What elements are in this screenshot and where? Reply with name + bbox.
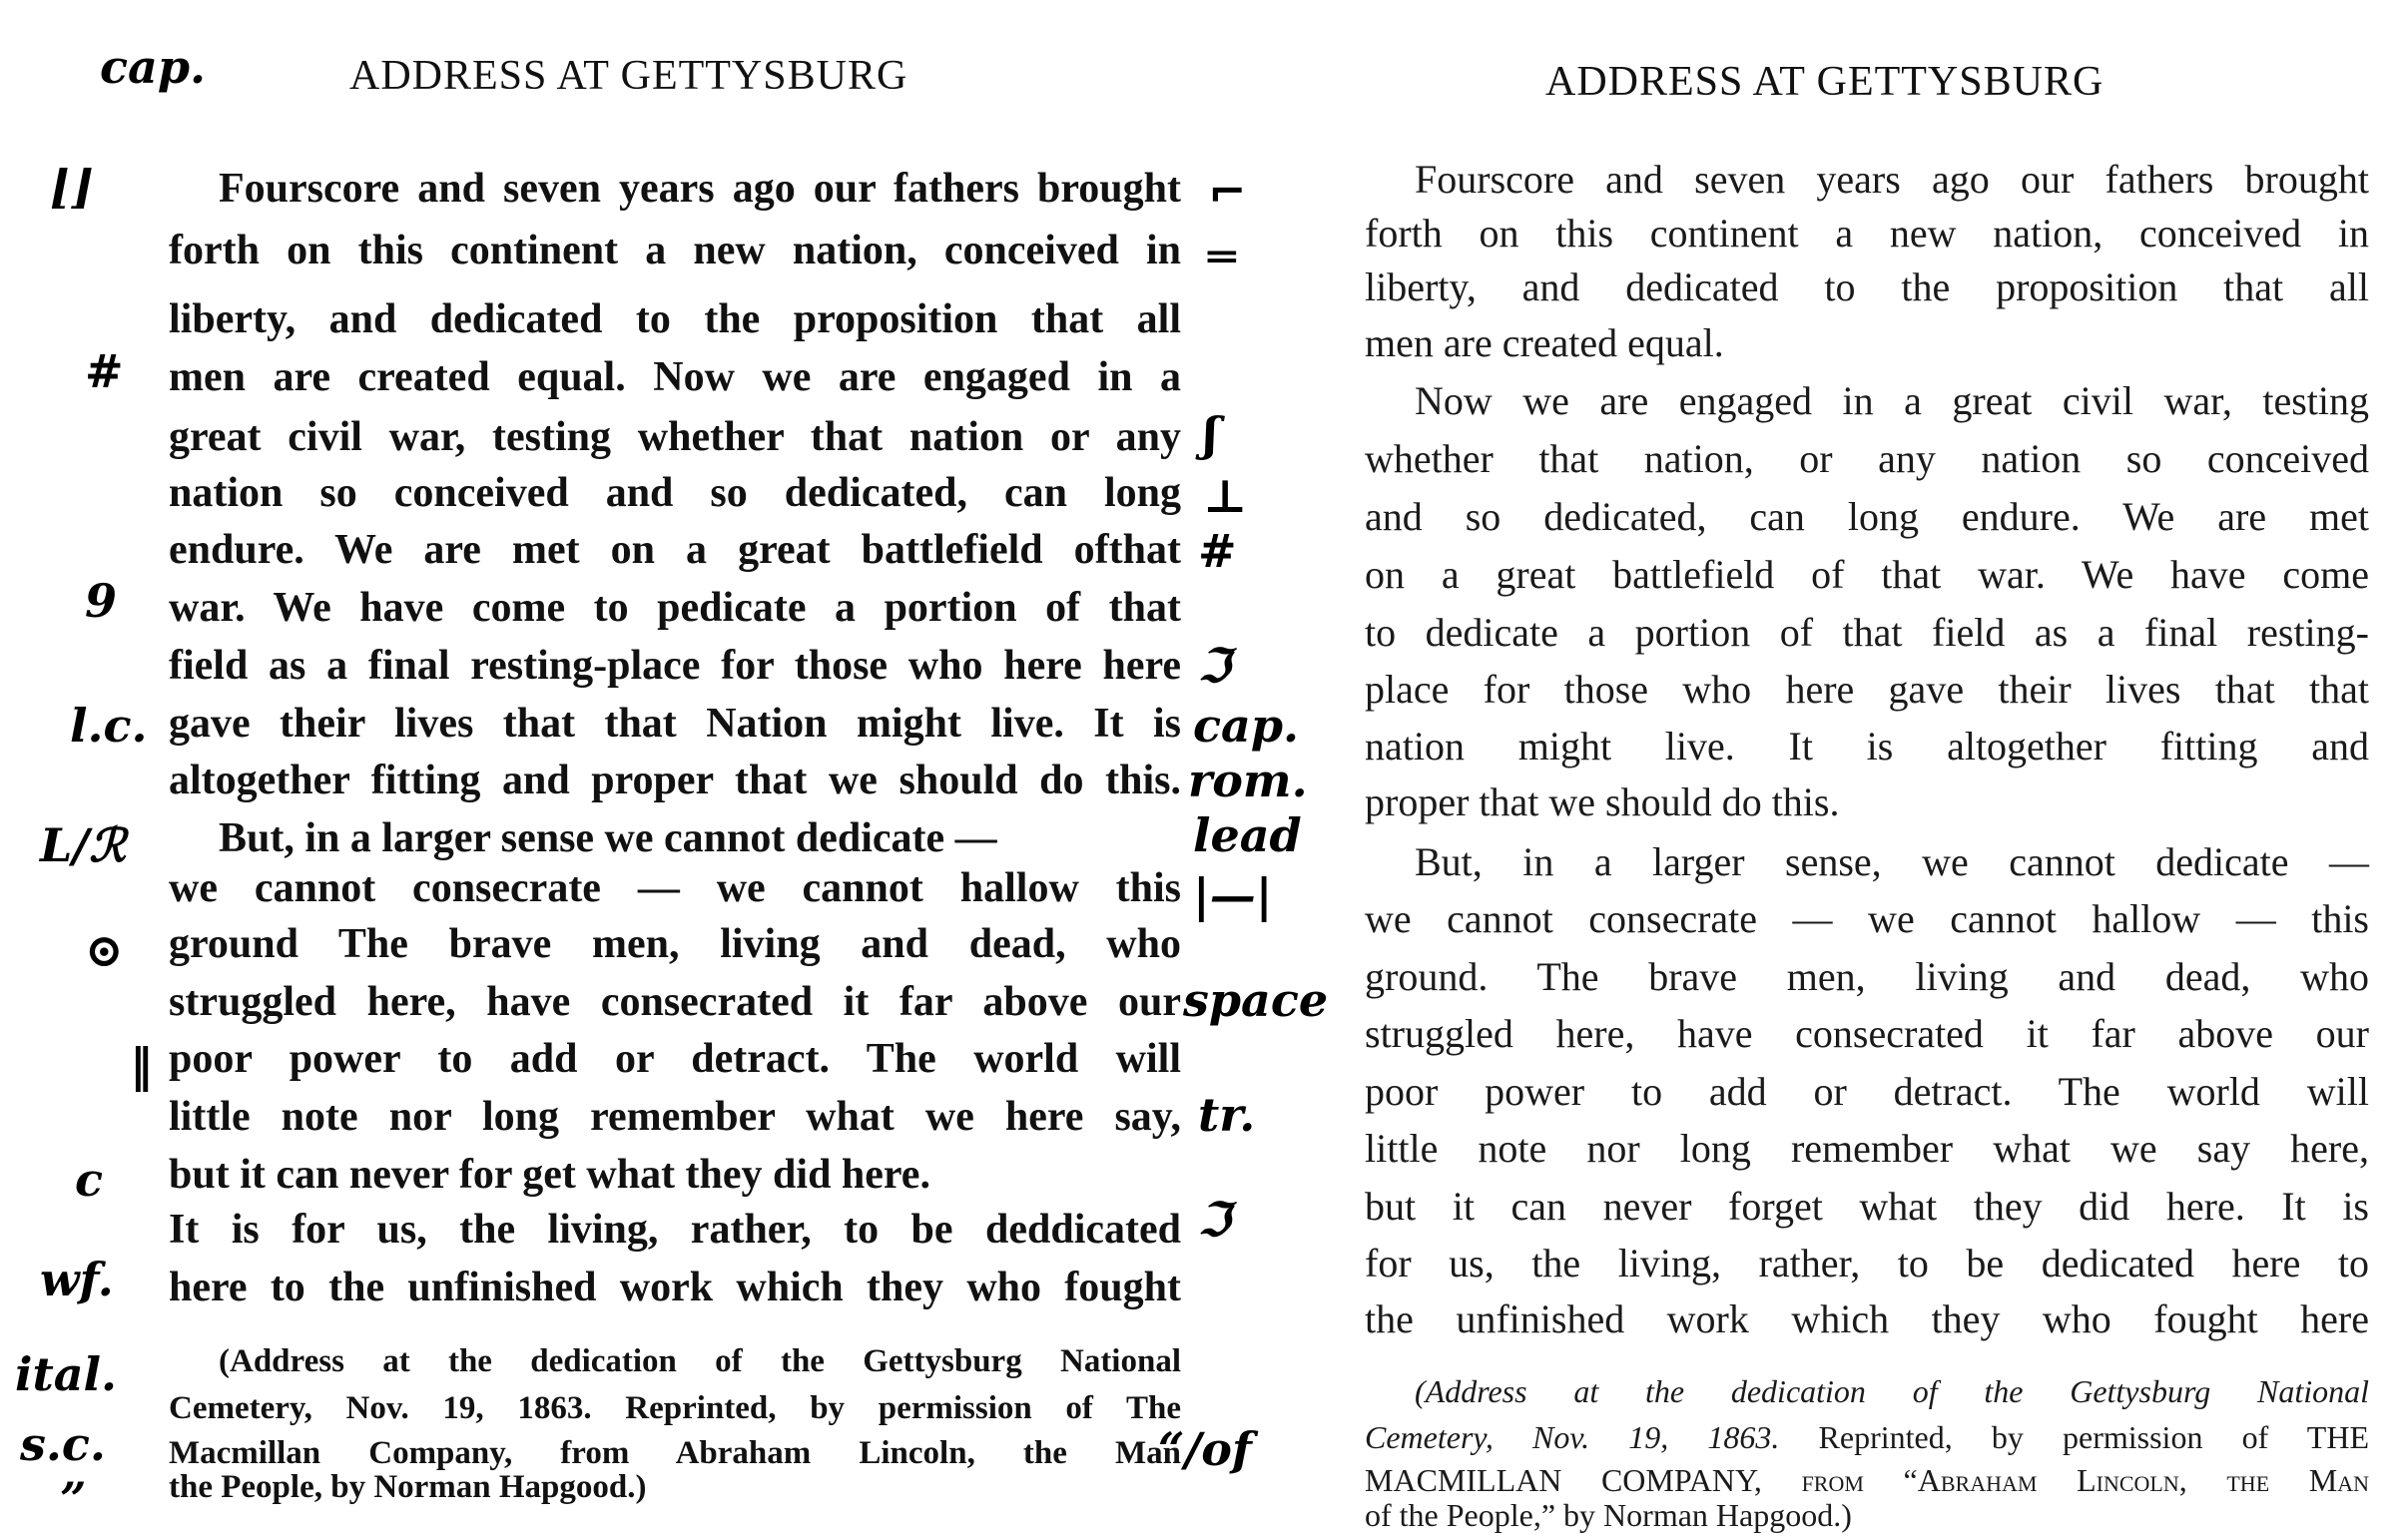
corrected-line: struggled here, have consecrated it far above our xyxy=(1365,1011,2369,1056)
margin-mark: # xyxy=(1198,524,1237,578)
margin-mark: tr. xyxy=(1198,1088,1256,1142)
proof-line: nation so conceived and so dedicated, can long xyxy=(169,470,1181,516)
proof-line: It is for us, the living, rather, to be deddicated xyxy=(169,1207,1181,1253)
proof-line: altogether fitting and proper that we should do this. xyxy=(169,758,1181,803)
corrected-line: place for those who here gave their lives that that xyxy=(1365,667,2369,712)
proof-line: war. We have come to pedicate a portion of that xyxy=(169,585,1181,631)
corrected-line: men are created equal. xyxy=(1365,320,1724,365)
proof-line: struggled here, have consecrated it far above our xyxy=(169,979,1181,1025)
proof-line: But, in a larger sense we cannot dedicate — xyxy=(219,815,997,861)
margin-mark: ʃ xyxy=(1203,407,1219,461)
corrected-line: little note nor long remember what we say here, xyxy=(1365,1126,2369,1171)
margin-mark: ═ xyxy=(1208,230,1236,283)
corrected-line: forth on this continent a new nation, conceived in xyxy=(1365,211,2369,256)
corrected-line: ground. The brave men, living and dead, who xyxy=(1365,954,2369,999)
proof-line: poor power to add or detract. The world will xyxy=(169,1036,1181,1082)
proof-line: men are created equal. Now we are engaged in a xyxy=(169,354,1181,400)
margin-mark: ℑ xyxy=(1198,639,1231,693)
margin-mark: ⊥ xyxy=(1203,469,1248,523)
margin-mark: L/ℛ xyxy=(40,818,126,872)
proof-footnote-line: Cemetery, Nov. 19, 1863. Reprinted, by permission of The xyxy=(169,1390,1181,1426)
corrected-line: proper that we should do this. xyxy=(1365,779,1840,824)
margin-mark: ‖ xyxy=(130,1038,153,1092)
corrected-line: whether that nation, or any nation so conceived xyxy=(1365,436,2369,481)
margin-mark: 9 xyxy=(85,574,118,628)
proof-line: endure. We are met on a great battlefield ofthat xyxy=(169,527,1181,573)
margin-mark: ⌊⌋ xyxy=(50,160,94,214)
corrected-line: But, in a larger sense, we cannot dedicate — xyxy=(1415,839,2369,884)
corrected-line: Now we are engaged in a great civil war, testing xyxy=(1415,378,2369,423)
proof-line: here to the unfinished work which they who fought xyxy=(169,1265,1181,1310)
corrected-footnote-line: (Address at the dedication of the Gettysburg National xyxy=(1415,1373,2369,1409)
proof-line: we cannot consecrate — we cannot hallow this xyxy=(169,865,1181,911)
corrected-title: ADDRESS AT GETTYSBURG xyxy=(1545,59,2104,105)
corrected-line: and so dedicated, can long endure. We are met xyxy=(1365,494,2369,539)
corrected-footnote-line xyxy=(1365,1419,2369,1456)
corrected-line: for us, the living, rather, to be dedicated here to xyxy=(1365,1241,2369,1285)
margin-mark: cap. xyxy=(100,40,206,94)
margin-mark: rom. xyxy=(1188,754,1308,807)
margin-mark: space xyxy=(1183,973,1329,1027)
margin-mark: ⊙ xyxy=(85,923,124,977)
proof-line: gave their lives that that Nation might live. It is xyxy=(169,701,1181,747)
margin-mark: s.c. xyxy=(20,1417,106,1471)
proof-footnote-line: Macmillan Company, from Abraham Lincoln, the Man xyxy=(169,1435,1181,1471)
margin-mark: ital. xyxy=(15,1347,118,1401)
margin-mark: ⌐ xyxy=(1208,165,1247,219)
margin-mark: |—| xyxy=(1193,868,1273,922)
margin-mark: cap. xyxy=(1193,699,1299,753)
proof-line: great civil war, testing whether that nation or any xyxy=(169,414,1181,460)
proof-footnote-line: the People, by Norman Hapgood.) xyxy=(169,1469,647,1505)
corrected-line: on a great battlefield of that war. We have come xyxy=(1365,552,2369,597)
corrected-footnote-line: MACMILLAN COMPANY, from “Abraham Lincoln, the Man xyxy=(1365,1462,2369,1498)
footnote-permission: Reprinted, by permission of THE xyxy=(1779,1419,2370,1455)
proof-line: forth on this continent a new nation, conceived in xyxy=(169,228,1181,273)
footnote-date: Cemetery, Nov. 19, 1863. xyxy=(1365,1419,1780,1455)
proof-line: little note nor long remember what we here say, xyxy=(169,1094,1181,1140)
proof-line: Fourscore and seven years ago our fathers brought xyxy=(219,166,1181,212)
corrected-line: nation might live. It is altogether fitting and xyxy=(1365,724,2369,769)
margin-mark: # xyxy=(85,344,124,398)
corrected-line: Fourscore and seven years ago our fathers brought xyxy=(1415,157,2369,202)
margin-mark: wf. xyxy=(40,1253,114,1306)
proof-footnote-line: (Address at the dedication of the Gettysburg National xyxy=(219,1343,1181,1379)
corrected-footnote-line: of the People,” by Norman Hapgood.) xyxy=(1365,1497,1852,1533)
margin-mark: l.c. xyxy=(70,699,148,753)
margin-mark: c xyxy=(75,1153,104,1207)
proof-line: but it can never for get what they did here. xyxy=(169,1152,930,1198)
proof-line: field as a final resting-place for those who here here xyxy=(169,643,1181,689)
proof-line: liberty, and dedicated to the proposition that all xyxy=(169,296,1181,342)
corrected-line: to dedicate a portion of that field as a final resting- xyxy=(1365,610,2369,655)
corrected-line: we cannot consecrate — we cannot hallow — this xyxy=(1365,896,2369,941)
proof-title: ADDRESS AT GETTYSBURG xyxy=(349,53,908,99)
margin-mark: lead xyxy=(1193,808,1302,862)
corrected-line: poor power to add or detract. The world will xyxy=(1365,1069,2369,1114)
proof-line: ground The brave men, living and dead, who xyxy=(169,921,1181,967)
margin-mark: “/of xyxy=(1158,1422,1252,1476)
corrected-line: liberty, and dedicated to the proposition that all xyxy=(1365,264,2369,309)
margin-mark: ℑ xyxy=(1198,1193,1231,1247)
corrected-line: the unfinished work which they who fought here xyxy=(1365,1296,2369,1341)
margin-mark: ” xyxy=(60,1472,87,1526)
corrected-line: but it can never forget what they did here. It is xyxy=(1365,1184,2369,1229)
